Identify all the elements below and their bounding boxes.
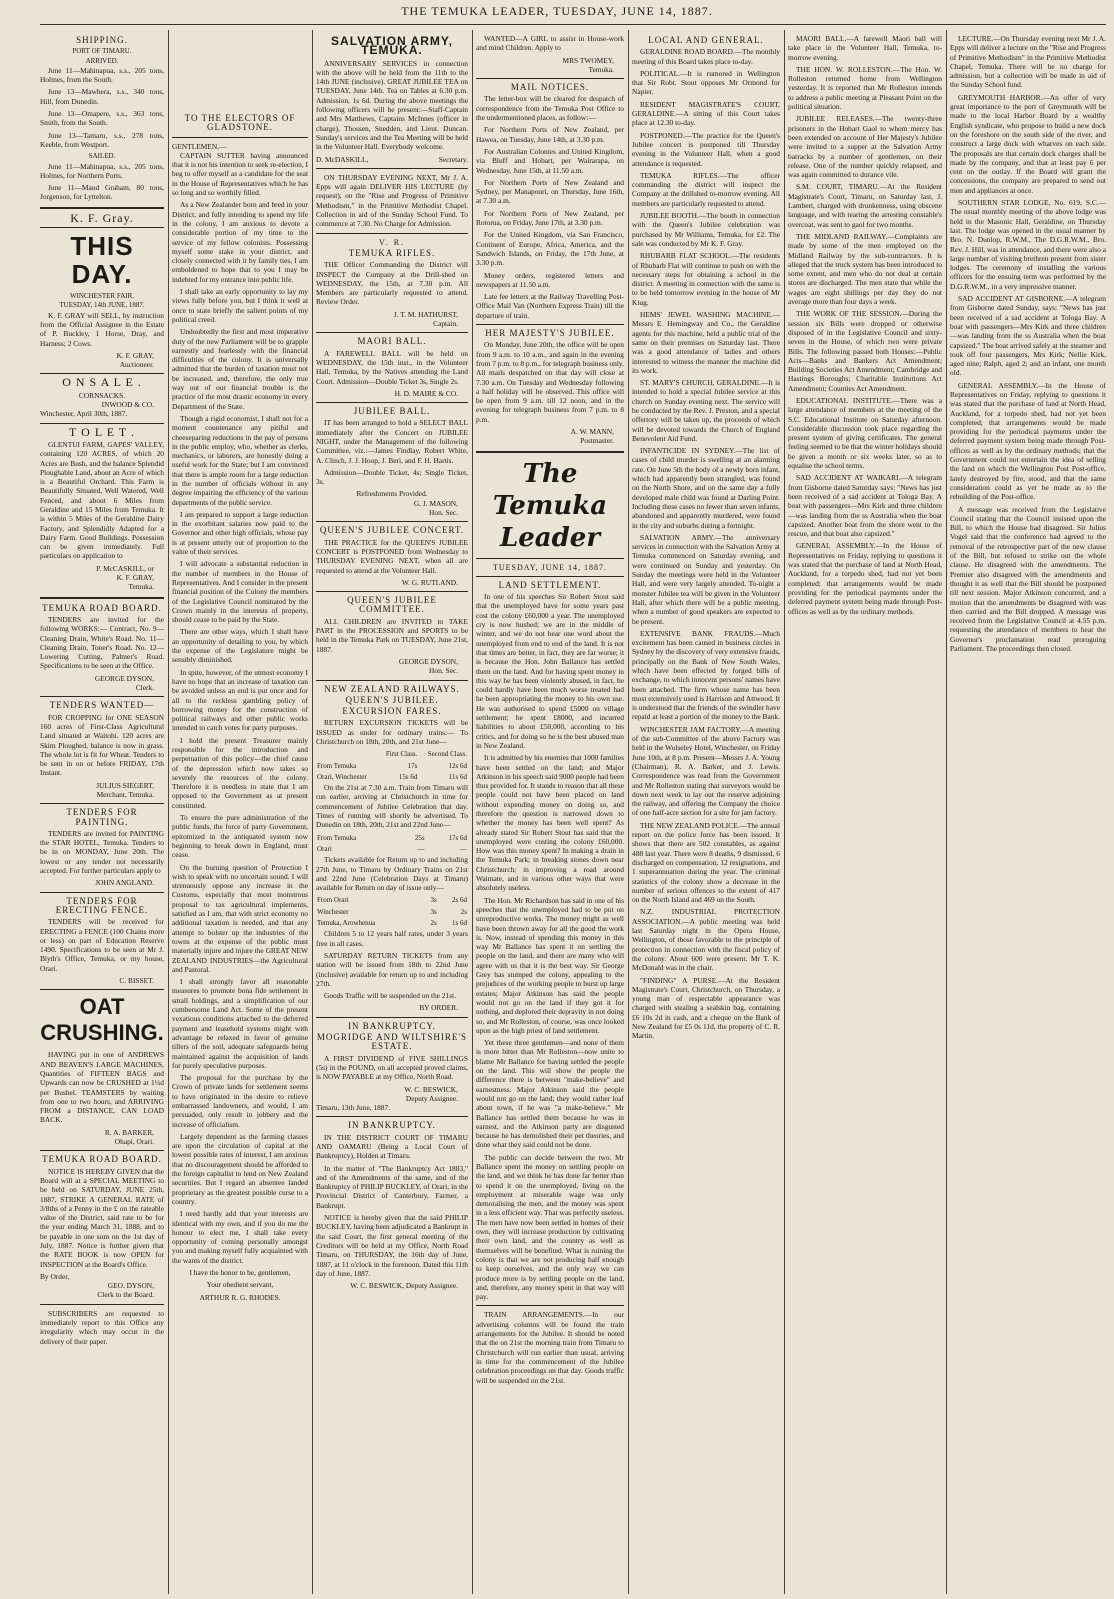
- mail-notice: For the United Kingdom, via San Francisco, Continent of Europe, Africa, America, and the Sandwich Islands, on Friday, the 17th June, at 3.30 p.m.: [476, 230, 624, 268]
- by-order: BY ORDER.: [419, 1003, 458, 1013]
- painting-heading: TENDERS FOR PAINTING.: [66, 807, 138, 827]
- to-let-town: Temuka.: [128, 582, 154, 592]
- sailing-entry: June 11—Maud Graham, 80 tons, Jorgenson, for Lyttelton.: [40, 183, 164, 202]
- news-item: GENERAL ASSEMBLY.—In the House of Representatives on Friday, replying to questions it was stated that the purchase of land at North Head, Auckland, for a torpedo shed, had not yet been completed; that arrangements would be made providing for the periodical payments under the deferred payment system being made through Post-offices as well as by the ordinary methods; that the Government could not entertain the idea of selling the land on which the Wellington Post Post-office, lately destroyed by fire, stood, and that the same consideration could as yet be made as to the rebuilding of the Post-office.: [950, 380, 1106, 502]
- mail-notice: For Northern Ports of New Zealand, per Hawea, on Tuesday, June 14th, at 3.30 p.m.: [476, 125, 624, 144]
- news-item: EXTENSIVE BANK FRAUDS.—Much excitement has been caused in business circles in Sydney by the discovery of very extensive frauds, principally on the Bank of New South Wales, which have been effected by forged bills of exchange, to which innocent persons' names have been attached. The firm whose name has been most extensively used is Harrison and Attwood. It is understood that the friends of the swindler have repaid at least a portion of the money to the Bank.: [632, 628, 780, 722]
- address-paragraph: I hold the present Treasurer mainly responsible for the introduction and perpetuation of this policy—the chief cause of the depression which now takes so severely the resources of the colony. Therefore it is needless to state that I am opposed to the Government as at present constituted.: [172, 735, 308, 810]
- arrived-heading: ARRIVED.: [85, 56, 119, 65]
- dateline: TUESDAY, JUNE 14, 1887.: [492, 562, 608, 572]
- fence-text: TENDERS will be received for ERECTING a FENCE (100 Chains more or less) on part of Education Reserve 1490. Specifications to be seen at Mr J. Blyth's Office, Temuka, or my house, Orari.: [40, 917, 164, 973]
- bisset-signature: C. BISSET.: [119, 976, 154, 986]
- vr-crest: V. R.: [378, 237, 406, 247]
- rifles-heading: TEMUKA RIFLES.: [348, 247, 436, 258]
- inwood-signature: INWOOD & CO.: [101, 400, 154, 410]
- fares-row: Temuka, Arowhenua 2s 1s 6d: [317, 919, 467, 928]
- article-paragraph: It is admitted by his enemies that 1000 families have been settled on the land; and Major Atkinson in his speech said 9000 people had been thus provided for. It stands to reason that all these people could not have been placed on land without expending money on doing so, and therefore the question is narrowed down to whether the money has been well spent? As already stated Sir Robert Stout has said that the unemployed were costing the colony £60,000. How was this money spent? In making a drain in the Temuka Park; in breaking stones down near Christchurch; in improving a road around Waimate, and in various other ways that were absolutely useless.: [476, 753, 624, 893]
- committee-heading: QUEEN'S JUBILEE COMMITTEE.: [347, 595, 437, 615]
- column-rule: [628, 30, 629, 1594]
- timaru-date: Timaru, 13th June, 1887.: [316, 1103, 391, 1113]
- majesty-heading: HER MAJESTY'S JUBILEE.: [485, 328, 615, 339]
- captain-title: Captain.: [433, 319, 458, 329]
- news-item: POSTPONED.—The practice for the Queen's Jubilee concert is postponed till Thursday evening in the Volunteer Hall, when a good attendance is requested.: [632, 130, 780, 168]
- news-item: WINCHESTER JAM FACTORY.—A meeting of the sub-Committee of the above Factory was held in the Wolseley Hotel, Winchester, on Friday June 10th, at 8 p.m. Present—Messrs J. A. Young (Chairman), R. A. Barker, and J. Lewis. Correspondence was read from the Government and Mr Rolleston stating that surveyors would be down next week to lay out the reserve adjoining the railway, and offering the Company the choice of one half-acre section for a site for jam factory.: [632, 724, 780, 818]
- dyson-signature-2: GEO. DYSON,: [107, 1281, 154, 1291]
- majesty-text: On Monday, June 20th, the office will be open from 9 a.m. to 10 a.m., and again in the evening from 7 p.m. to 8 p.m., for telegraph business only. All mails despatched on that day will close at 7.30 a.m. On Tuesday and Wednesday following a half holiday will be observed. This office will be open from 9 a.m. till 12 noon, and in the evening for telegraph business from 7 p.m. to 8 p.m.: [476, 340, 624, 424]
- address-paragraph: On the burning question of Protection I wish to speak with no uncertain sound. I will strenuously oppose any increase in the Customs, especially that most monstrous proposal to tax agricultural implements, satisfied as I am, that with strict economy no additional taxation is needed, and that any attempt to bolster up the industries of the towns at the expense of the public must materially injure and injure the GREAT NEW ZEALAND INDUSTRIES—the Agricultural and Pastoral.: [172, 862, 308, 974]
- oat-crushing-heading: OAT CRUSHING.: [40, 994, 164, 1046]
- mail-notice: The letter-box will be cleared for despatch of correspondence from the Temuka Post Office to the undermentioned places, as follow:—: [476, 94, 624, 123]
- beswick-signature-2: W. C. BESWICK, Deputy Assignee.: [350, 1281, 458, 1291]
- rutland-signature: W. G. RUTLAND.: [401, 577, 458, 587]
- address-paragraph: I am prepared to support a large reduction in the exorbitant salaries now paid to the Governor and other high officials, whose pay is at present utterly out of proportion to the value of their services.: [172, 509, 308, 557]
- concert-heading: QUEEN'S JUBILEE CONCERT.: [319, 525, 465, 536]
- column-1: [40, 34, 164, 1592]
- masthead: THE TEMUKA LEADER, TUESDAY, JUNE 14, 1887.: [401, 4, 713, 18]
- column-rule: [472, 30, 473, 1594]
- news-item: ST. MARY'S CHURCH, GERALDINE.—It is intended to hold a special Jubilee service at this church on Sunday evening next. The service will be conducted by the Rev. J. Preston, and a special offertory will be taken up, the proceeds of which will be devoted towards the Church of England Benevolent Aid Fund.: [632, 378, 780, 443]
- opihi-town: Ohapi, Orari.: [114, 1137, 154, 1147]
- buckley-text: In the matter of "The Bankruptcy Act 1883," and of the Amendments of the same, and of the Bankruptcy of PHILIP BUCKLEY, of Orari, in the Provincial District of Canterbury, Farmer, a Bankrupt.: [316, 1163, 468, 1210]
- mail-heading: MAIL NOTICES.: [510, 82, 590, 93]
- hon-sec-title: Hon. Sec.: [429, 508, 458, 518]
- news-item: A message was received from the Legislative Council stating that the Council insisted upon the Bill, to which the House had disagreed. Sir Julius Vogel said that the conference had agreed to the removal of the retrospective part of the new clause of the Bill, but refused to strike out the whole clause. He disagreed with the amendments. The Premier also disagreed with the amendments and thought it as well that the Bill should be postponed till next session. Major Atkinson concurred, and a motion that the amendments be disagreed with was then carried and the Bill dropped. A message was received from the Legislative Council at 4.55 p.m. requesting the attendance of members to hear the Governor's proclamation read proroguing Parliament. The proceedings then closed.: [950, 504, 1106, 653]
- jubilee-ball-text: IT has been arranged to hold a SELECT BALL immediately after the Concert on JUBILEE NIGHT, under the Management of the following Committee, viz.:—James Findlay, Robert White, A. Clinch, J. J. Hoop, J. Beri, and F. H. Hartis.: [316, 418, 468, 465]
- news-item: THE HON. W. ROLLESTON.—The Hon. W. Rolleston returned home from Wellington yesterday. It is reported that Mr Rolleston intends to address a public meeting at Pleasant Point on the political situation.: [788, 64, 942, 112]
- sale-text: K. F. GRAY will SELL, by instruction from the Official Assignee in the Estate of P. Buckley, 1 Horse, Dray, and Harness; 2 Cows.: [40, 310, 164, 348]
- dyson-signature: GEORGE DYSON,: [94, 673, 154, 683]
- merchant-title: Merchant, Temuka.: [96, 790, 154, 799]
- dyson-signature: GEORGE DYSON,: [398, 656, 458, 666]
- top-rule: [40, 24, 1106, 25]
- mail-notice: Money orders, registered letters and newspapers at 11.50 a.m.: [476, 270, 624, 289]
- children-note: Children 5 to 12 years half rates, under 3 years free in all cases.: [316, 929, 468, 948]
- news-item: GREYMOUTH HARBOR.—An offer of very great importance to the port of Greymouth will be made to the local Harbor Board by a wealthy English syndicate, who propose to build a new dock on the foreshore on the south side of the river, and construct a large dock with wharves on each side. The proposals are that certain dock charges shall be made by the company, and that at least pay 6 per cent on the outlay. If the Board will grant the concessions, the company are prepared to send out men and appliances at once.: [950, 92, 1106, 195]
- fares-row: From Temuka 25s 17s 6d: [317, 833, 467, 842]
- column-5: [632, 34, 780, 1592]
- children-text: ALL CHILDREN are INVITED to TAKE PART in the PROCESSION and SPORTS to be held in the Temuka Park on TUESDAY, June 21st, 1887.: [316, 616, 468, 654]
- news-item: SAD ACCIDENT AT GISBORNE.—A telegram from Gisborne dated Sunday, says: "News has just been received of a sad accident at Tologa Bay. A boat with passengers—Mrs Kirk and three children—was landing from the ss Australia when the boat capsized." The boat arrived safely at the steamer and took off four passengers, Mrs Kirk; Nellie Kirk, aged nine; Ralph, aged 2; and an infant, one month old.: [950, 294, 1106, 378]
- mail-notice: For Northern Ports of New Zealand and Sydney, per Manapouri, on Thursday, June 16th, at 7.30 a.m.: [476, 177, 624, 206]
- mogridge-heading: MOGRIDGE AND WILTSHIRE'S ESTATE.: [316, 1032, 468, 1052]
- fares-row: From Temuka 17s 12s 6d: [317, 761, 467, 770]
- news-item: SAD ACCIDENT AT WAIKARI.—A telegram from Gisborne dated Saturday says: "News has just been received of a sad accident at Tologa Bay. A boat with passengers—Mrs Kirk and three children—was landing from the ss Australia when the boat capsized. Another boat from the shore went to the rescue, and that boat also capsized.": [788, 473, 942, 539]
- news-item: S.M. COURT, TIMARU.—At the Resident Magistrate's Court, Timaru, on Saturday last, J. Lambert, charged with drunkenness, using obscene language, and with tearing the arresting constable's overcoat, was sent to gaol for two months.: [788, 182, 942, 229]
- fares-row: Orari, Winchester 15s 6d 11s 6d: [317, 772, 467, 781]
- road-board-heading: TEMUKA ROAD BOARD.: [42, 602, 162, 613]
- jubilee-ball-heading: JUBILEE BALL.: [353, 406, 431, 417]
- mail-notice: For Northern Ports of New Zealand, per Rotorua, on Friday, June 17th, at 3.30 p.m.: [476, 208, 624, 228]
- news-item: SOUTHERN STAR LODGE, No. 619, S.C.—The usual monthly meeting of the above lodge was held in the Masonic Hall, Geraldine, on Thursday last. The lodge was opened in the usual manner by Bro. N. Dunlop, R.W.M., The D.G.R.W.M., Bro. Rev. J. Hill, was in attendance, and there were also a large number of visiting brethren present from sister lodges. The ceremony of installing the various officers for the ensuing term was performed by the D.G.R.W.M., in a very impressive manner.: [950, 198, 1106, 291]
- clerk-title: Clerk.: [135, 683, 154, 693]
- wanted-text: WANTED—A GIRL to assist in House-work and mind Children. Apply to: [476, 34, 624, 53]
- tenders-text: TENDERS are invited for the following WORKS:— Contract, No. 9—Cleaning Drain, White's Road. No. 11—Cleaning Drain, Toner's Road. No. 12—Lowering Cutting, Palmer's Road. Specifications to be seen at the Office.: [40, 614, 164, 671]
- road-board-heading-2: TEMUKA ROAD BOARD.: [42, 1154, 162, 1165]
- column-rule: [312, 30, 313, 1594]
- address-paragraph: There are other ways, which I shall have an opportunity of detailing to you, by which the expense of the Legislature might be sensibly diminished.: [172, 627, 308, 665]
- admission-text: Admission—Double Ticket, 4s; Single Ticket, 3s.: [316, 467, 468, 487]
- fair-heading: WINCHESTER FAIR.: [69, 292, 135, 301]
- column-6: [788, 34, 942, 1592]
- lecture-text: ON THURSDAY EVENING NEXT, Mr J. A. Epps will again DELIVER HIS LECTURE (by request), on the "Rise and Progress of Primitive Methodism," in the Primitive Methodist Chapel. Collection in aid of the Sunday School Fund. To commence at 7.30. No Charge for Admission.: [316, 172, 468, 229]
- tickets-note: Tickets available for Return up to and including 27th June, to Timaru by Ordinary Trains on 21st and 22nd June (Celebration Days at Timaru) available for Return on day of issue only—: [316, 855, 468, 893]
- fares-row: From Orari 3s 2s 6d: [317, 896, 467, 905]
- article-paragraph: In one of his speeches Sir Robert Stout said that the unemployed have for some years past cost the colony £60,000 a year. The unemployed cry is now hushed; we are in the middle of winter, and we do not hear one word about the unemployed from end to end of the land. It is not that times are better, in fact, they are far worse; it is because the Hon. John Ballance has settled them on the land. And for having spent money in this way he has been violently abused, in fact, he could hardly have been much worse treated had he been appropriating the money to his own use. He was authorised to spend £5000 on village settlement; he spent £8000, and incurred liabilities to about £50,000, according to his critics, and for doing so he is the best abused man in New Zealand.: [476, 592, 624, 750]
- arrival-entry: June 13—Omapere, s.s., 363 tons, Smith, from the South.: [40, 109, 164, 128]
- address-paragraph: CAPTAIN SUTTER having announced that it is not his intention to seek re-election, I beg to offer myself as a candidate for the seat in the House of Representatives which he has so long and so worthily filled.: [172, 150, 308, 198]
- column-3: [316, 34, 468, 1592]
- fares-header: First Class.: [385, 750, 418, 759]
- angland-signature: JOHN ANGLAND.: [95, 878, 154, 888]
- mcdaskill-signature: D. McDASKILL,: [316, 154, 369, 164]
- column-2: [172, 34, 308, 1592]
- twomey-town: Temuka.: [588, 64, 614, 74]
- winchester-date: Winchester, April 30th, 1887.: [40, 409, 128, 419]
- news-item: MAORI BALL.—A farewell Maori ball will take place in the Volunteer Hall, Temuka, to-morrow evening.: [788, 34, 942, 62]
- address-paragraph: In spite, however, of the utmost economy I have no hope that an increase of taxation can be avoided unless an end is put once and for all to the reckless gambling policy of borrowing money for the construction of political railways and other public works intended to catch votes for party purposes.: [172, 667, 308, 733]
- news-item: RHUBARB FLAT SCHOOL.—The residents of Rhubarb Flat will continue to push on with the necessary steps for obtaining a school in the district. A meeting in connection with the same is to be held tomorrow evening in the house of Mr Kiug.: [632, 251, 780, 307]
- article-paragraph: The public can decide between the two. Mr Ballance spent the money on settling people on the land, and we think he has done far better than to spend it on the unemployed, living on the employment at miserable wage was only demoralising the men, and the money was spent in a less efficient way. That was perfectly useless. The men have now been settled in homes of their own, they will increase production by cultivating their own land, and the country as well as themselves will be benefited. What is ruining the colony is that we are not producing half enough to keep ourselves, and the only way we can produce more is by settling people on the land, and, therefore, any money spent in that way will pay.: [476, 1152, 624, 1302]
- hon-sec-title-2: Hon. Sec.: [429, 666, 458, 676]
- salutation: GENTLEMEN,—: [172, 141, 227, 151]
- fares-table-timaru: [316, 895, 468, 929]
- newspaper-title: The Temuka Leader: [492, 458, 608, 553]
- concert-text: THE PRACTICE for the QUEEN'S JUBILEE CONCERT is POSTPONED from Wednesday to THURSDAY EVENING NEXT, when all are requested to attend at the Volunteer Hall.: [316, 537, 468, 575]
- address-paragraph: Though a rigid economist, I shall not for a moment countenance any pitiful and cheeseparing reductions in the pay of persons in the public employ, who, whether as clerks, mechanics, or laborers, are honestly doing a useful work for the State; but I am convinced that there is ample room for a large reduction in the number of officials without in any degree impairing the efficiency of the various departments of the public service.: [172, 413, 308, 507]
- article-paragraph: The Hon. Mr Richardson has said in one of his speeches that the unemployed had to be put on unreproductive works. The money might as well have been thrown away for all the good the work is. Now, instead of spending this money in this way Mr Ballance has spent it on settling the people on the land, and there are many who will agree with us that it is the best way. Sir George Grey has stumped the colony, appealing to the prejudices of the working people to burst up large estates; Major Atkinson has said the people would not go on the land if they got it for nothing, and deplored their depravity in not doing so, and Mr Rolleston, of course, was once looked upon as the high priest of land settlement.: [476, 895, 624, 1035]
- news-item: SALVATION ARMY.—The anniversary services in connection with the Salvation Army at Temuka commenced on Saturday evening, and were continued on Sunday and yesterday. On Sunday the meetings were held in the Volunteer Hall, and were very largely attended. To-night a monster Jubilee tea will be given in the Volunteer Hall, after which there will be a public meeting, when a number of good speakers are expected to be present.: [632, 532, 780, 626]
- sale-signature: K. F. GRAY,: [116, 350, 154, 360]
- address-paragraph: To ensure the pure administration of the public funds, the force of party Government, epitomized in the antiquated system now beginning to break down in England, must cease.: [172, 813, 308, 860]
- address-paragraph: Undoubtedly the first and most imperative duty of the new Parliament will be to grapple earnestly and fearlessly with the financial difficulties of the colony. It is universally admitted that the burden of taxation must not be increased, and, therefore, the only true way out of our financial trouble is the practice of the most drastic economy in every Department of the State.: [172, 327, 308, 411]
- bathurst-signature: J. T. M. HATHURST,: [393, 309, 458, 319]
- column-4: [476, 34, 624, 1592]
- address-paragraph: I will advocate a substantial reduction in the number of members in the House of Representatives. And I consider in the present financial position of the Colony the members of the Legislative Council nominated by the Crown mainly in the interests of property, should cease to be paid by the State.: [172, 559, 308, 625]
- address-paragraph: As a New Zealander born and bred in your District, and fully intending to spend my life in the colony, I am anxious to devote a considerable portion of my time to the service of my fellow colonists. Possessing myself some stake in your district, and closely connected with it by family ties, I am emboldened to hope that to you I may be indebted for my entrance into public life.: [172, 200, 308, 284]
- address-closing: Your obedient servant,: [206, 1280, 274, 1290]
- goods-note: Goods Traffic will be suspended on the 21st.: [324, 991, 457, 1001]
- beswick-signature: W. C. BESWICK,: [404, 1084, 458, 1094]
- column-rule: [946, 30, 947, 1594]
- cornsacks: CORNSACKS.: [78, 390, 126, 400]
- arrival-entry: June 13—Mawhera, s.s., 340 tons, Hill, from Dunedin.: [40, 87, 164, 106]
- to-let-signature: K. F. GRAY,: [116, 573, 154, 583]
- maire-signature: H. D. MAIRE & CO.: [394, 388, 458, 398]
- rhodes-signature: ARTHUR R. G. RHODES.: [199, 1292, 281, 1302]
- fares-note: On the 21st at 7.30 a.m. Train from Timaru will run earlier, arriving at Christchurch in time for commencement of Jubilee Celebration that day. Times of running will shortly be advertised. To Dunedin on 18th, 20th, 21st and 22nd June—: [316, 783, 468, 830]
- mail-notice: Late fee letters at the Railway Travelling Post-Office Mail Van (Northern Express Train) till the departure of train.: [476, 292, 624, 320]
- to-let-signature: P. McCASKILL, or: [96, 563, 154, 573]
- mason-signature: G. J. MASON,: [413, 498, 458, 508]
- news-item: "FINDING" A PURSE.—At the Resident Magistrate's Court, Christchurch, on Thursday, a young man of respectable appearance was charged with stealing a sealskin bag, containing £6 10s 2d in cash, and a cheque on the Bank of New Zealand for £5 0s 11d, the property of C. R. Martin.: [632, 975, 780, 1041]
- creditors-notice: NOTICE is hereby given that the said PHILIP BUCKLEY, having been adjudicated a Bankrupt in the said Court, the first general meeting of the Creditors will be held at my Office, North Road Timaru, on THURSDAY, the 16th day of June, 1887, at 11 o'clock in the forenoon. Dated this 11th day of June, 1887.: [316, 1213, 468, 1278]
- dividend-text: A FIRST DIVIDEND of FIVE SHILLINGS (5s) in the POUND, on all accepted proved claims, is NOW PAYABLE at my Office, North Road.: [316, 1053, 468, 1082]
- queens-jubilee-heading: QUEEN'S JUBILEE.: [345, 694, 439, 705]
- fares-row: Orari — —: [317, 844, 467, 853]
- clerk-title-2: Clerk to the Board.: [97, 1290, 154, 1300]
- salvation-army-heading: SALVATION ARMY, TEMUKA.: [331, 34, 453, 58]
- by-order: By Order,: [40, 1271, 70, 1281]
- tenders-wanted-heading: TENDERS WANTED—: [49, 700, 155, 711]
- fares-row: Winchester 3s 2s: [317, 907, 467, 916]
- address-closing: I have the honor to be, gentlemen,: [189, 1268, 291, 1278]
- auctioneer: Auctioneer.: [119, 360, 154, 370]
- anniversary-text: ANNIVERSARY SERVICES in connection with the above will be held from the 11th to the 14th JUNE (inclusive). GREAT JUBILEE TEA on TUESDAY, June 14th. Tea on Tables at 6.30 p.m. Admission, 1s 6d. During the above meetings the following officers will be present:—Staff-Captain and Mrs Matthews, Captains McInnes (officer in charge), Thossen, Snedden, and Lieut. Duncan. Sunday's services and the Tea Meeting will be held in the Volunteer Hall. Everybody welcome.: [316, 58, 468, 152]
- siegert-signature: JULIUS SIEGERT,: [96, 780, 154, 790]
- news-item: TEMUKA RIFLES.—The officer commanding the district will inspect the Company at the drillshed to-morrow evening. All members are particularly requested to attend.: [632, 170, 780, 208]
- column-rule: [784, 30, 785, 1594]
- arrival-entry: June 11—Mahinapua, s.s., 205 tons, Holmes, from the South.: [40, 65, 164, 85]
- news-item: JUBILEE RELEASES.—The twenty-three prisoners in the Hobart Gaol to whom mercy has been extended on account of Her Majesty's Jubilee were invited to a supper at the Salvation Army barracks by a number of gentlemen, on their release. One of the number quickly relapsed, and was again committed to durance vile.: [788, 114, 942, 180]
- fares-table: [316, 749, 468, 783]
- news-item: GERALDINE ROAD BOARD.—The monthly meeting of this Board takes place to-day.: [632, 47, 780, 66]
- sailed-heading: SAILED.: [88, 152, 116, 161]
- refreshments: Refreshments Provided.: [356, 489, 428, 499]
- kfgray-heading: K. F. Gray.: [70, 210, 134, 225]
- secretary-title: Secretary.: [438, 154, 468, 164]
- on-sale-heading: O N S A L E .: [62, 375, 142, 390]
- court-text: IN THE DISTRICT COURT OF TIMARU AND OAMARU (Being a Local Court of Bankruptcy), Holden at Timaru.: [316, 1132, 468, 1161]
- local-heading: LOCAL AND GENERAL.: [648, 35, 764, 45]
- news-item: POLITICAL.—It is rumored in Wellington that Sir Robt. Stout opposes Mr Ormond for Napier.: [632, 68, 780, 97]
- this-day-heading: THIS DAY.: [70, 231, 134, 290]
- news-item: THE NEW ZEALAND POLICE.—The annual report on the police force has been issued. It shows that there are 502 constables, as against 488 last year. There were 8 deaths, 9 dismissed, 6 discharged on compensation, 12 resignations, and 1 superannuation during the year. The criminal statistics of the colony show a decrease in the number of serious offences to the extent of 417 on the North Island and 469 on the South.: [632, 820, 780, 905]
- address-paragraph: Largely dependent as the farming classes are upon the circulation of capital at the lowest possible rates of interest, I am anxious that no discouragement should be afforded to the foreign capitalist to lend on New Zealand securities. But I regard an absentee landed proprietary as the greatest possible curse to a country.: [172, 1131, 308, 1206]
- deputy-title: Deputy Assignee.: [405, 1093, 458, 1103]
- twomey-signature: MRS TWOMEY,: [562, 55, 614, 65]
- arrival-entry: June 13—Tamaru, s.s., 278 tons, Keeble, from Westport.: [40, 130, 164, 149]
- news-item: RESIDENT MAGISTRATE'S COURT, GERALDINE.—A sitting of this Court takes place at 12.30 to-day.: [632, 99, 780, 128]
- fence-heading: TENDERS FOR ERECTING FENCE.: [55, 895, 149, 915]
- to-let-heading: T O L E T .: [69, 424, 135, 439]
- train-arrangements: TRAIN ARRANGEMENTS.—In our advertising columns will be found the train arrangements for the Jubilee. It should be noted that the on 21st the morning train from Timaru to Christchurch will run earlier than usual, arriving in time for the commencement of the Jubilee celebration proceedings on that day. Goods traffic will be suspended on the 21st.: [476, 1310, 624, 1385]
- land-heading: LAND SETTLEMENT.: [498, 579, 602, 590]
- sailing-entry: June 11—Mahinapua, s.s., 205 tons, Holmes, for Northern Ports.: [40, 161, 164, 180]
- news-item: GENERAL ASSEMBLY.—In the House of Representatives on Friday, replying to questions it was stated that the purchase of land at North Head, Auckland, for a torpedo shed, had not yet been completed; that arrangements would be made providing for the periodical payments under the deferred payment system being made through Post-offices as well as by the ordinary methods.: [788, 541, 942, 616]
- column-rule: [168, 30, 169, 1594]
- fares-table-dunedin: [316, 833, 468, 856]
- news-item: EDUCATIONAL INSTITUTE.—There was a large attendance of members at the meeting of the S.C. Educational Institute on Saturday afternoon. Considerable discussion took place regarding the present system of giving certificates. The general feeling seemed to be that the winter holidays should be given a month or six weeks later, so as to equalise the school terms.: [788, 395, 942, 471]
- maori-ball-text: A FAREWELL BALL will be held on WEDNESDAY, the 15th inst., in the Volunteer Hall, Temuka, by the Natives attending the Land Court. Admission—Double Ticket 3s, Single 2s.: [316, 348, 468, 386]
- address-paragraph: I shall strongly favor all reasonable measures to promote bona fide settlement in small holdings, and a simplification of our cumbersome Land Act. Some of the present vexatious conditions attached to the deferred payment and leasehold systems might with advantage be relaxed in favor of genuine tillers of the soil, adequate safeguards being maintained against the acquisition of lands for purely speculative purposes.: [172, 977, 308, 1070]
- shipping-heading: SHIPPING.: [76, 35, 128, 45]
- postmaster-title: Postmaster.: [580, 436, 614, 446]
- news-item: HEMS' JEWEL WASHING MACHINE.—Messrs E. Hemingway and Co., the Geraldine agents for this machine, held a public trial of the same on their premises on Saturday last. There was a good attendance of ladies and others interested to witness the manner the machine did its work.: [632, 310, 780, 375]
- electors-heading: TO THE ELECTORS OF GLADSTONE.: [184, 113, 296, 133]
- address-paragraph: I shall take an early opportunity to lay my views fully before you, but I think it well at once to state briefly the salient points of my political creed.: [172, 287, 308, 324]
- to-let-text: GLENTUI FARM, GAPES' VALLEY, containing 120 ACRES, of which 20 Acres are Bush, and the balance Splendid Ploughable Land, about an Acre of which is a Beautiful Orchard. This Farm is Beautifully Situated, Well Watered, Well Fenced, and about 6 Miles from Geraldine and 15 Miles from Temuka. It is within 5 Miles of the Geraldine Dairy Factory, and Splendidly Adapted for a Dairy Farm. Good Buildings. Possession can be given immediately. Full particulars on application to: [40, 439, 164, 561]
- saturday-tickets: SATURDAY RETURN TICKETS from any station will be issued from 18th to 22nd June (inclusive) available for return up to and including 27th.: [316, 950, 468, 988]
- bankruptcy-heading-2: IN BANKRUPTCY.: [348, 1120, 436, 1131]
- maori-ball-heading: MAORI BALL.: [357, 336, 427, 347]
- news-item: INFANTICIDE IN SYDNEY.—The list of cases of child murder is swelling at an alarming rate. On June 5th the body of a newly born infant, which had apparently been strangled, was found on the North Shore, and on the same day a fully developed male child was found at Darling Point. Including these cases no fewer than seven infants, abandoned and apparently murdered, were found in the city and suburbs during a fortnight.: [632, 446, 780, 530]
- address-paragraph: The proposal for the purchase by the Crown of private lands for settlement seems to have originated in the desire to relieve embarrassed landowners, and would, I am persuaded, only result in jobbery and the increase of officialism.: [172, 1073, 308, 1129]
- rifles-text: THE Officer Commanding the District will INSPECT the Company at the Drill-shed on WEDNESDAY, the 15th, at 7.30 p.m. All Members are particularly requested to attend. Review Order.: [316, 260, 468, 307]
- article-paragraph: Yet these three gentlemen—and none of them is more bitter than Mr Rolleston—now unite to blame Mr Ballance for having settled the people on the land. This will show the people the difference there is between "make-believe" and earnestness. Major Atkinson said the people would not go on the land; they would rather loaf about town, if he was "a make-believe." Mr Ballance has settled them because he was in earnest, and the Atkinson party are disgusted because he has demolished their pet theories, and done what they said could not be done.: [476, 1038, 624, 1150]
- subscribers-notice: SUBSCRIBERS are requested to immediately report to this Office any irregularity which may occur in the delivery of their paper.: [40, 1308, 164, 1346]
- port-heading: PORT OF TIMARU.: [72, 47, 132, 56]
- news-item: THE WORK OF THE SESSION.—During the session six Bills were dropped or otherwise disposed of in the Legislative Council and sixty-seven in the House, of which two were private Bills. The following passed both Houses:—Public Acts—Banks and Bankers Act Amendment; Building Societies Act Amendment; Cambridge and Hastings Boroughs; Charitable Institutions Act Amendment; Counties Act Amendment.: [788, 309, 942, 393]
- news-item: N.Z. INDUSTRIAL PROTECTION ASSOCIATION.—A public meeting was held last Saturday night in the Opera House, Wellington, of those favorable to the principle of protection in connection with the fiscal policy of the colony. About 600 were present. Mr T. K. McDonald was in the chair.: [632, 907, 780, 973]
- oat-crushing-text: HAVING put in one of ANDREWS AND BEAVEN'S LARGE MACHINES, Quantities of FIFTEEN BAGS and Upwards can now be CRUSHED at 1½d per Bushel. TEAMSTERS by waiting from one to two hours, and ARRIVING FROM a DISTANCE, CAN LOAD BACK.: [40, 1050, 164, 1125]
- excursion-heading: EXCURSION FARES.: [342, 706, 442, 717]
- mann-signature: A. W. MANN,: [570, 426, 614, 436]
- address-paragraph: I need hardly add that your interests are identical with my own, and if you do me the honour to elect me, I shall take every opportunity of coming personally amongst you and making myself fully acquainted with the wants of the district.: [172, 1209, 308, 1265]
- mail-notice: For Australian Colonies and United Kingdom, via Bluff and Hobart, per Wairarapa, on Wednesday, June 15th, at 11.50 a.m.: [476, 146, 624, 175]
- fair-date: TUESDAY, 14th JUNE, 1887.: [59, 301, 145, 310]
- fares-header: Second Class.: [427, 750, 467, 759]
- column-7: [950, 34, 1106, 1592]
- news-item: THE MIDLAND RAILWAY.—Complaints are made by some of the men employed on the Midland Railway by the sub-contractors. It is alleged that the truck system has been introduced to some extent, and men who do not deal at certain stores are discharged. The men state that while the wages are eight shillings per day they do not average more than four days a week.: [788, 231, 942, 307]
- railways-heading: NEW ZEALAND RAILWAYS.: [324, 683, 460, 694]
- bankruptcy-heading: IN BANKRUPTCY.: [348, 1020, 436, 1031]
- news-item: JUBILEE BOOTH.—The booth in connection with the Queen's Jubilee celebration was purchased by Mr Williams, Temuka, for £2. The sale was conducted by Mr K. F. Gray.: [632, 211, 780, 248]
- news-item: LECTURE.—On Thursday evening next Mr J. A. Epps will deliver a lecture on the "Rise and Progress of Primitive Methodism" in the Primitive Methodist Chapel, Temuka. There will be no charge for admission, but a collection will be made in aid of the Sunday School fund.: [950, 34, 1106, 90]
- barker-signature: R. A. BARKER,: [104, 1127, 154, 1137]
- rate-notice-text: NOTICE IS HEREBY GIVEN that the Board will at a SPECIAL MEETING to be held on SATURDAY, JUNE 25th, 1887, STRIKE A GENERAL RATE of 3/8ths of a Penny in the £ on the rateable value of the District, said rate to be for the year ending March 31, 1888, and to be payable in one sum on the 1st day of July, 1887. Notice is further given that the RATE BOOK is now OPEN for INSPECTION at the Board's Office.: [40, 1166, 164, 1269]
- painting-text: TENDERS are invited for PAINTING the STAR HOTEL, Temuka. Tenders to be in on MONDAY, June 20th. The lowest or any tender not necessarily accepted. For further particulars apply to: [40, 828, 164, 876]
- cropping-text: FOR CROPPING for ONE SEASON 160 acres of First-Class Agricultural Land situated at Waitohi. 120 acres are Skim Ploughed, balance is now in grass. The whole lot is fit for Wheat. Tenders to be sent in on or before FRIDAY, 17th Instant.: [40, 712, 164, 778]
- return-tickets-text: RETURN EXCURSION TICKETS will be ISSUED as under for ordinary trains:— To Christchurch on 18th, 20th, and 21st June—: [316, 718, 468, 746]
